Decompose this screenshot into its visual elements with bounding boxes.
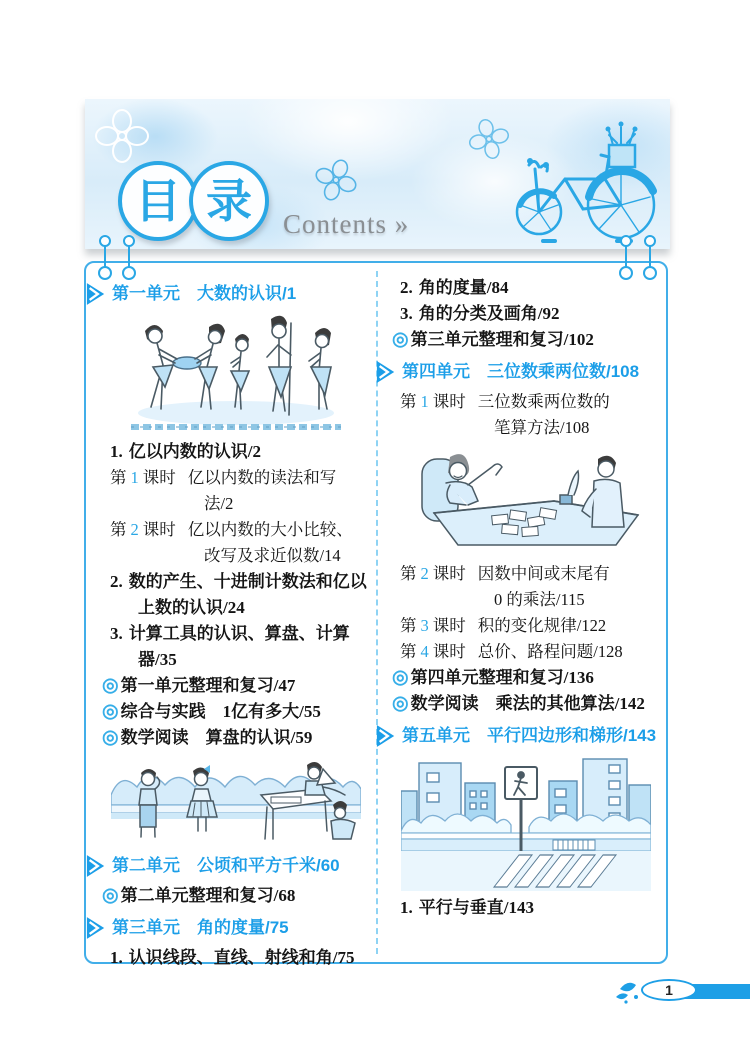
- lesson-number: 4: [420, 642, 429, 661]
- lesson-prefix: 第: [110, 520, 127, 539]
- lesson-number: 3: [420, 616, 429, 635]
- toc-entry: [96, 569, 376, 595]
- entry-number: 1.: [400, 898, 413, 917]
- lesson-suffix: 课时: [432, 642, 466, 661]
- unit-heading-5: [376, 724, 666, 748]
- unit-heading-4: [376, 360, 666, 384]
- entry-text: 改写及求近似数/14: [204, 546, 341, 565]
- unit-heading-2: [86, 854, 376, 878]
- unit-arrow-icon: [86, 854, 106, 878]
- toc-column-left: [96, 275, 376, 971]
- unit-heading-label: 第二单元 公顷和平方千米/60: [112, 856, 340, 875]
- lesson-text: 总价、路程问题/128: [477, 642, 623, 661]
- toc-continuation: [96, 543, 376, 569]
- lesson-suffix: 课时: [142, 468, 176, 487]
- double-circle-icon: ◎: [102, 675, 119, 696]
- toc-lesson: [386, 389, 666, 415]
- toc-title-char-2: [189, 161, 269, 241]
- flower-sketch-icon: [313, 157, 359, 203]
- illustration-primitive-people: [123, 311, 349, 435]
- toc-entry: [96, 621, 376, 647]
- binder-rings-icon: [93, 233, 143, 283]
- toc-lesson: [386, 561, 666, 587]
- toc-entry: [386, 895, 666, 921]
- header-band: [85, 99, 670, 249]
- lesson-number: 2: [130, 520, 139, 539]
- toc-lesson: [96, 465, 376, 491]
- binder-rings-icon: [614, 233, 664, 283]
- unit-heading-label: 第五单元 平行四边形和梯形/143: [402, 726, 657, 745]
- double-circle-icon: ◎: [392, 667, 409, 688]
- unit-heading-1: [86, 282, 376, 306]
- entry-text: 计算工具的认识、算盘、计算: [128, 624, 350, 643]
- entry-text: 认识线段、直线、射线和角/75: [128, 948, 355, 967]
- entry-text: 亿以内数的认识/2: [128, 442, 261, 461]
- entry-text: 法/2: [204, 494, 234, 513]
- entry-text: 数学阅读 乘法的其他算法/142: [410, 694, 645, 713]
- double-circle-icon: ◎: [102, 701, 119, 722]
- contents-subtitle: Contents »: [283, 209, 410, 239]
- double-circle-icon: ◎: [392, 693, 409, 714]
- toc-entry: [386, 301, 666, 327]
- entry-text: 角的分类及画角/92: [418, 304, 560, 323]
- lesson-number: 2: [420, 564, 429, 583]
- unit-arrow-icon: [86, 282, 106, 306]
- toc-column-right: [386, 275, 666, 921]
- entry-number: 3.: [110, 624, 123, 643]
- toc-continuation: [386, 587, 666, 613]
- toc-continuation: [96, 647, 376, 673]
- lesson-text: 三位数乘两位数的: [477, 392, 610, 411]
- lesson-prefix: 第: [400, 392, 417, 411]
- title-char: 目: [135, 175, 181, 227]
- lesson-suffix: 课时: [432, 616, 466, 635]
- entry-text: 第四单元整理和复习/136: [410, 668, 594, 687]
- lesson-text: 因数中间或末尾有: [477, 564, 610, 583]
- unit-heading-label: 第一单元 大数的认识/1: [112, 284, 297, 303]
- entry-number: 1.: [110, 948, 123, 967]
- entry-text: 数学阅读 算盘的认识/59: [120, 728, 313, 747]
- lesson-number: 1: [420, 392, 429, 411]
- toc-continuation: [386, 415, 666, 441]
- entry-number: 2.: [110, 572, 123, 591]
- toc-entry: [96, 945, 376, 971]
- lesson-prefix: 第: [400, 564, 417, 583]
- title-char: 录: [206, 175, 252, 227]
- flower-sketch-icon: [467, 117, 511, 161]
- unit-heading-label: 第三单元 角的度量/75: [112, 918, 289, 937]
- toc-content-box: [84, 261, 668, 967]
- toc-entry: [96, 439, 376, 465]
- entry-number: 2.: [400, 278, 413, 297]
- unit-heading-label: 第四单元 三位数乘两位数/108: [402, 362, 640, 381]
- lesson-suffix: 课时: [432, 564, 466, 583]
- toc-lesson: [96, 517, 376, 543]
- lesson-suffix: 课时: [142, 520, 176, 539]
- entry-text: 0 的乘法/115: [494, 590, 585, 609]
- toc-review-entry: [96, 725, 376, 751]
- flower-sketch-icon: [93, 107, 151, 165]
- double-circle-icon: ◎: [102, 727, 119, 748]
- page-number: 1: [665, 982, 673, 998]
- lesson-suffix: 课时: [432, 392, 466, 411]
- entry-text: 综合与实践 1亿有多大/55: [120, 702, 321, 721]
- entry-number: 3.: [400, 304, 413, 323]
- toc-review-entry: [96, 673, 376, 699]
- bicycle-illustration: [513, 117, 665, 245]
- toc-review-entry: [386, 665, 666, 691]
- entry-text: 第一单元整理和复习/47: [120, 676, 296, 695]
- unit-arrow-icon: [376, 724, 396, 748]
- illustration-children-drawing: [111, 759, 361, 847]
- toc-continuation: [96, 595, 376, 621]
- unit-heading-3: [86, 916, 376, 940]
- double-circle-icon: ◎: [392, 329, 409, 350]
- entry-text: 数的产生、十进制计数法和亿以: [128, 572, 367, 591]
- page-number-badge: [641, 979, 697, 1001]
- unit-arrow-icon: [86, 916, 106, 940]
- lesson-prefix: 第: [400, 642, 417, 661]
- entry-text: 笔算方法/108: [494, 418, 590, 437]
- illustration-men-at-desk: [406, 445, 646, 557]
- entry-number: 1.: [110, 442, 123, 461]
- toc-title-char-1: [118, 161, 198, 241]
- entry-text: 器/35: [138, 650, 177, 669]
- entry-text: 平行与垂直/143: [418, 898, 534, 917]
- toc-lesson: [386, 639, 666, 665]
- entry-text: 上数的认识/24: [138, 598, 245, 617]
- toc-continuation: [96, 491, 376, 517]
- lesson-text: 积的变化规律/122: [477, 616, 607, 635]
- toc-review-entry: [96, 699, 376, 725]
- toc-review-entry: [386, 691, 666, 717]
- double-circle-icon: ◎: [102, 885, 119, 906]
- lesson-number: 1: [130, 468, 139, 487]
- toc-review-entry: [96, 883, 376, 909]
- toc-review-entry: [386, 327, 666, 353]
- unit-arrow-icon: [376, 360, 396, 384]
- lesson-prefix: 第: [110, 468, 127, 487]
- lesson-prefix: 第: [400, 616, 417, 635]
- entry-text: 角的度量/84: [418, 278, 509, 297]
- toc-lesson: [386, 613, 666, 639]
- entry-text: 第三单元整理和复习/102: [410, 330, 594, 349]
- illustration-street-crosswalk: [401, 753, 651, 891]
- lesson-text: 亿以内数的大小比较、: [187, 520, 353, 539]
- lesson-text: 亿以内数的读法和写: [187, 468, 337, 487]
- entry-text: 第二单元整理和复习/68: [120, 886, 296, 905]
